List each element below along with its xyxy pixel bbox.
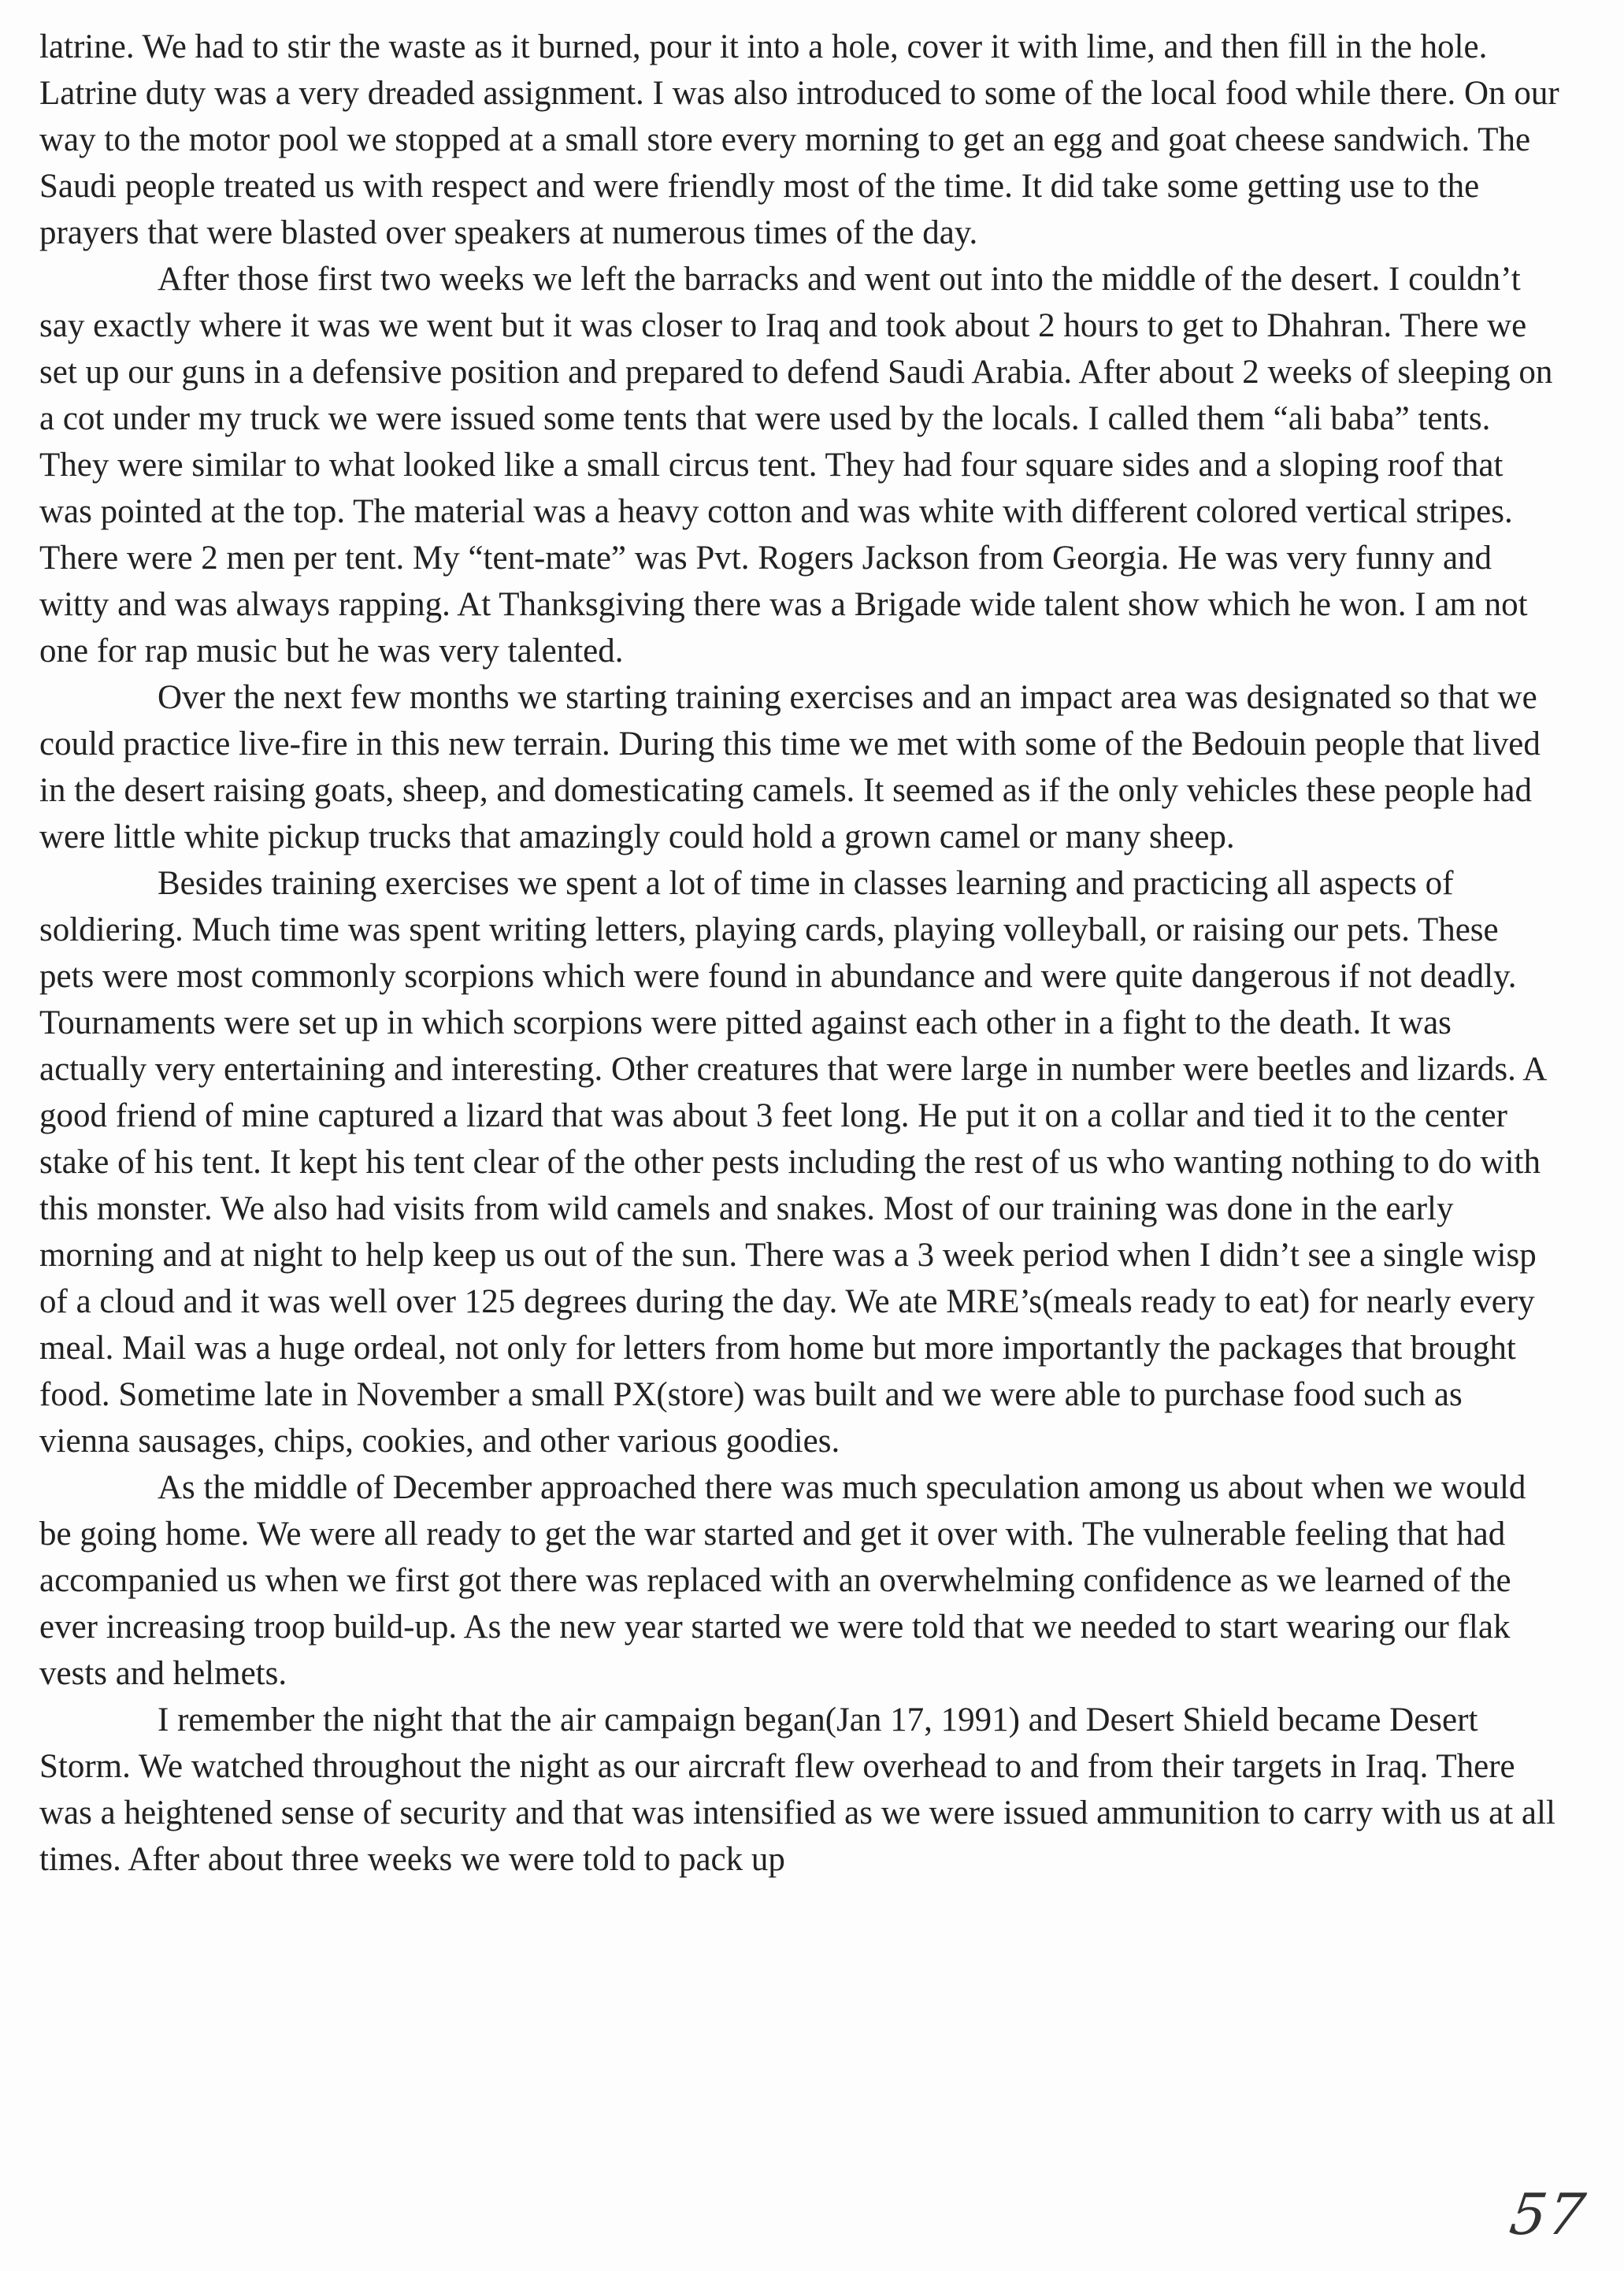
paragraph-5: As the middle of December approached there was much speculation among us about when we would be going home. We were all ready to get the war started and get it over with. The vulnerable feeling that had accompanied us when we first got there was replaced with an overwhelming confidence as we learned of the ever increasing troop build-up. As the new year started we were told that we needed to start wearing our flak vests and helmets. bbox=[39, 1469, 1526, 1692]
paragraph-1: latrine. We had to stir the waste as it burned, pour it into a hole, cover it with lime, and then fill in the hole. Latrine duty was a very dreaded assignment. I was also introduced to some of the local food while there. On our way to the motor pool we stopped at a small store every morning to get an egg and goat cheese sandwich. The Saudi people treated us with respect and were friendly most of the time. It did take some getting use to the prayers that were blasted over speakers at numerous times of the day. bbox=[39, 28, 1559, 251]
paragraph-2: After those first two weeks we left the barracks and went out into the middle of the desert. I couldn’t say exactly where it was we went but it was closer to Iraq and took about 2 hours to get to Dhahran. There we set up our guns in a defensive position and prepared to defend Saudi Arabia. After about 2 weeks of sleeping on a cot under my truck we were issued some tents that were used by the locals. I called them “ali baba” tents. They were similar to what looked like a small circus tent. They had four square sides and a sloping roof that was pointed at the top. The material was a heavy cotton and was white with different colored vertical stripes. There were 2 men per tent. My “tent-mate” was Pvt. Rogers Jackson from Georgia. He was very funny and witty and was always rapping. At Thanksgiving there was a Brigade wide talent show which he won. I am not one for rap music but he was very talented. bbox=[39, 261, 1553, 670]
body-text bbox=[39, 24, 1559, 1883]
paragraph-6: I remember the night that the air campaign began(Jan 17, 1991) and Desert Shield became Desert Storm. We watched throughout the night as our aircraft flew overhead to and from their targets in Iraq. There was a heightened sense of security and that was intensified as we were issued ammunition to carry with us at all times. After about three weeks we were told to pack up bbox=[39, 1701, 1555, 1878]
paragraph-4: Besides training exercises we spent a lot of time in classes learning and practicing all aspects of soldiering. Much time was spent writing letters, playing cards, playing volleyball, or raising our pets. These pets were most commonly scorpions which were found in abundance and were quite dangerous if not deadly. Tournaments were set up in which scorpions were pitted against each other in a fight to the death. It was actually very entertaining and interesting. Other creatures that were large in number were beetles and lizards. A good friend of mine captured a lizard that was about 3 feet long. He put it on a collar and tied it to the center stake of his tent. It kept his tent clear of the other pests including the rest of us who wanting nothing to do with this monster. We also had visits from wild camels and snakes. Most of our training was done in the early morning and at night to help keep us out of the sun. There was a 3 week period when I didn’t see a single wisp of a cloud and it was well over 125 degrees during the day. We ate MRE’s(meals ready to eat) for nearly every meal. Mail was a huge ordeal, not only for letters from home but more importantly the packages that brought food. Sometime late in November a small PX(store) was built and we were able to purchase food such as vienna sausages, chips, cookies, and other various goodies. bbox=[39, 865, 1545, 1460]
paragraph-3: Over the next few months we starting training exercises and an impact area was designated so that we could practice live-fire in this new terrain. During this time we met with some of the Bedouin people that lived in the desert raising goats, sheep, and domesticating camels. It seemed as if the only vehicles these people had were little white pickup trucks that amazingly could hold a grown camel or many sheep. bbox=[39, 679, 1541, 855]
handwritten-page-number: 57 bbox=[1506, 2181, 1591, 2247]
